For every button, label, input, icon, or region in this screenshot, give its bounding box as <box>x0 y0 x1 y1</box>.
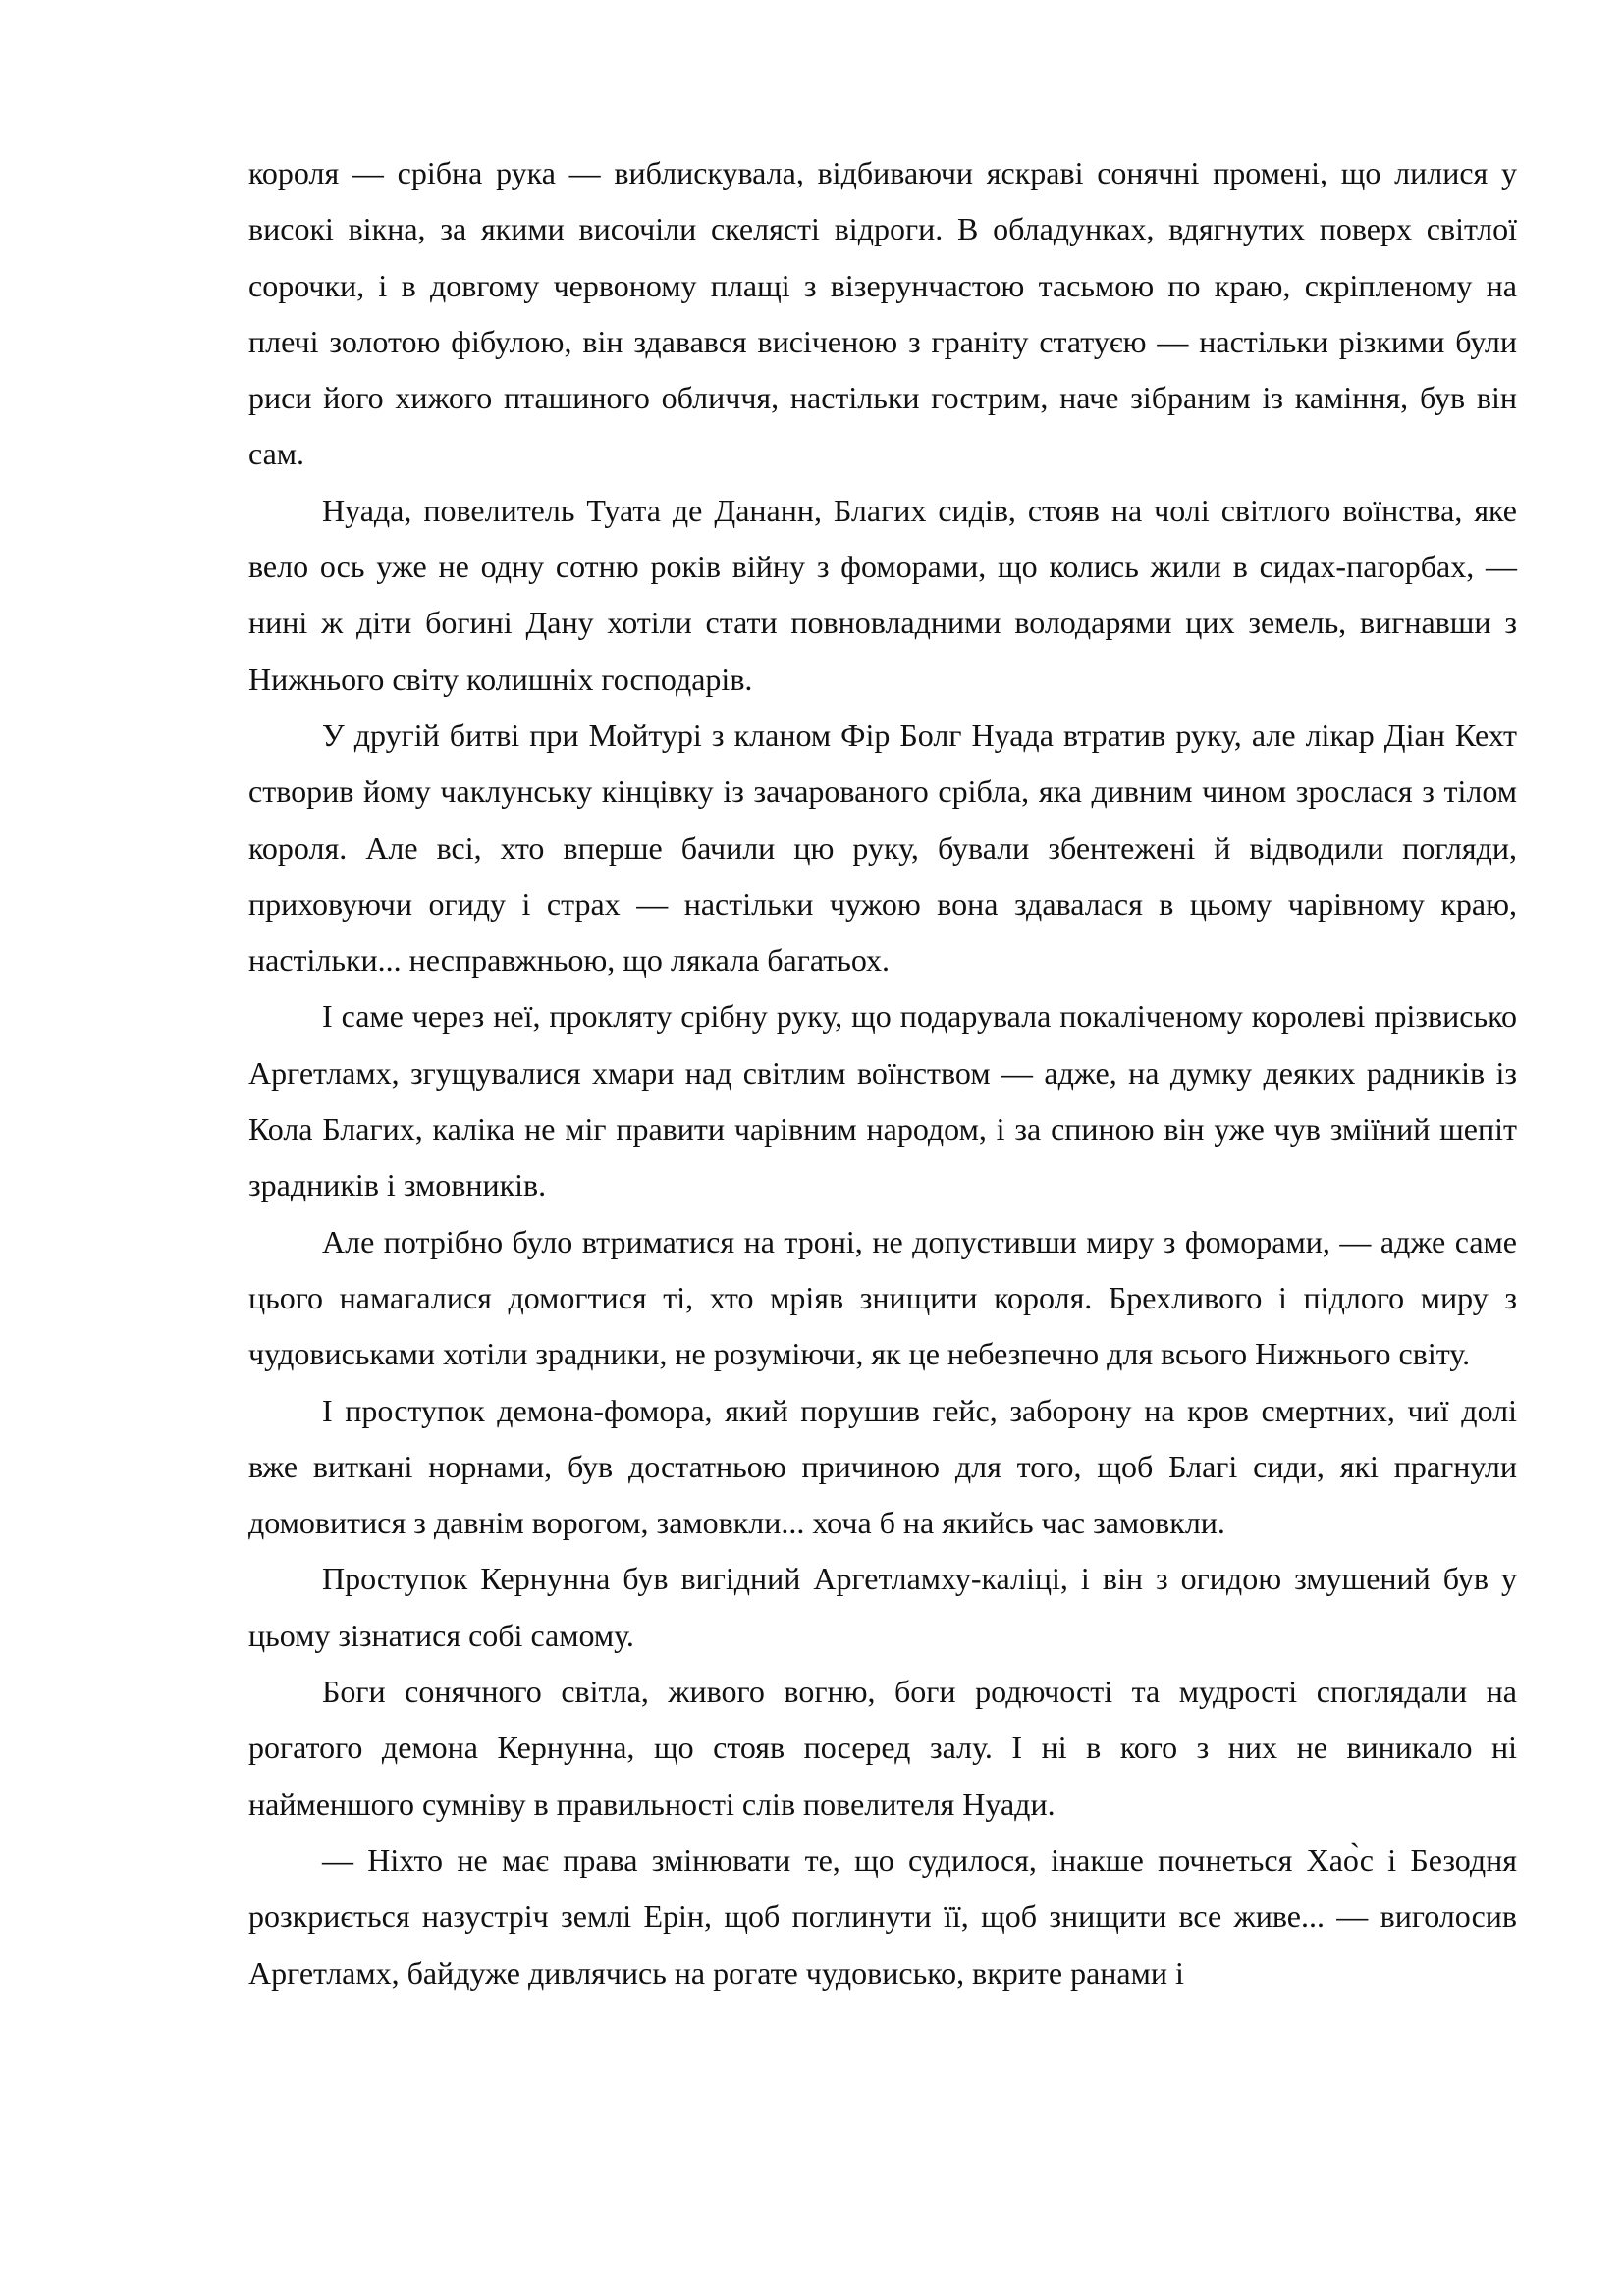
paragraph-5: Але потрібно було втриматися на троні, не допустивши миру з фоморами, — адже саме цього намагалися домогтися ті, хто мріяв знищити короля. Брехливого і підлого миру з чудовиськами хотіли зрадники, не розуміючи, як це небезпечно для всього Нижнього світу. <box>248 1223 1517 1372</box>
document-page <box>248 145 1517 2002</box>
paragraph-8: Боги сонячного світла, живого вогню, боги родючості та мудрості споглядали на рогатого демона Кернунна, що стояв посеред залу. І ні в кого з них не виникало ні найменшого сумніву в правильності слів повелителя Нуади. <box>248 1674 1517 1822</box>
paragraph-2: Нуада, повелитель Туата де Дананн, Благих сидів, стояв на чолі світлого воїнства, яке вело ось уже не одну сотню років війну з фоморами, що колись жили в сидах-пагорбах, — нині ж діти богині Дану хотіли стати повновладними володарями цих земель, вигнавши з Нижнього світу колишніх господарів. <box>248 492 1517 697</box>
paragraph-4: І саме через неї, прокляту срібну руку, що подарувала покаліченому королеві прізвисько Аргетламх, згущувалися хмари над світлим воїнством — адже, на думку деяких радників із Кола Благих, каліка не міг правити чарівним народом, і за спиною він уже чув зміїний шепіт зрадників і змовників. <box>248 998 1517 1203</box>
paragraph-3: У другій битві при Мойтурі з кланом Фір Болг Нуада втратив руку, але лікар Діан Кехт створив йому чаклунську кінцівку із зачарованого срібла, яка дивним чином зрослася з тілом короля. Але всі, хто вперше бачили цю руку, бували збентежені й відводили погляди, приховуючи огиду і страх — настільки чужою вона здавалася в цьому чарівному краю, настільки... несправжньою, що лякала багатьох. <box>248 717 1517 979</box>
paragraph-1: короля — срібна рука — виблискувала, відбиваючи яскраві сонячні промені, що лилися у високі вікна, за якими височіли скелясті відроги. В обладунках, вдягнутих поверх світлої сорочки, і в довгому червоному плащі з візерунчастою тасьмою по краю, скріпленому на плечі золотою фібулою, він здавався висіченою з граніту статуєю — настільки різкими були риси його хижого пташиного обличчя, настільки гострим, наче зібраним із каміння, був він сам. <box>248 155 1517 472</box>
paragraph-6: І проступок демона-фомора, який порушив гейс, заборону на кров смертних, чиї долі вже виткані норнами, був достатньою причиною для того, щоб Благі сиди, які прагнули домовитися з давнім ворогом, замовкли... хоча б на якийсь час замовкли. <box>248 1392 1517 1541</box>
paragraph-7: Проступок Кернунна був вигідний Аргетламху-каліці, і він з огидою змушений був у цьому зізнатися собі самому. <box>248 1561 1517 1653</box>
paragraph-9: — Ніхто не має права змінювати те, що судилося, інакше почнеться Хао̀с і Безодня розкриється назустріч землі Ерін, щоб поглинути її, щоб знищити все живе... — виголосив Аргетламх, байдуже дивлячись на рогате чудовисько, вкрите ранами і <box>248 1842 1517 1991</box>
